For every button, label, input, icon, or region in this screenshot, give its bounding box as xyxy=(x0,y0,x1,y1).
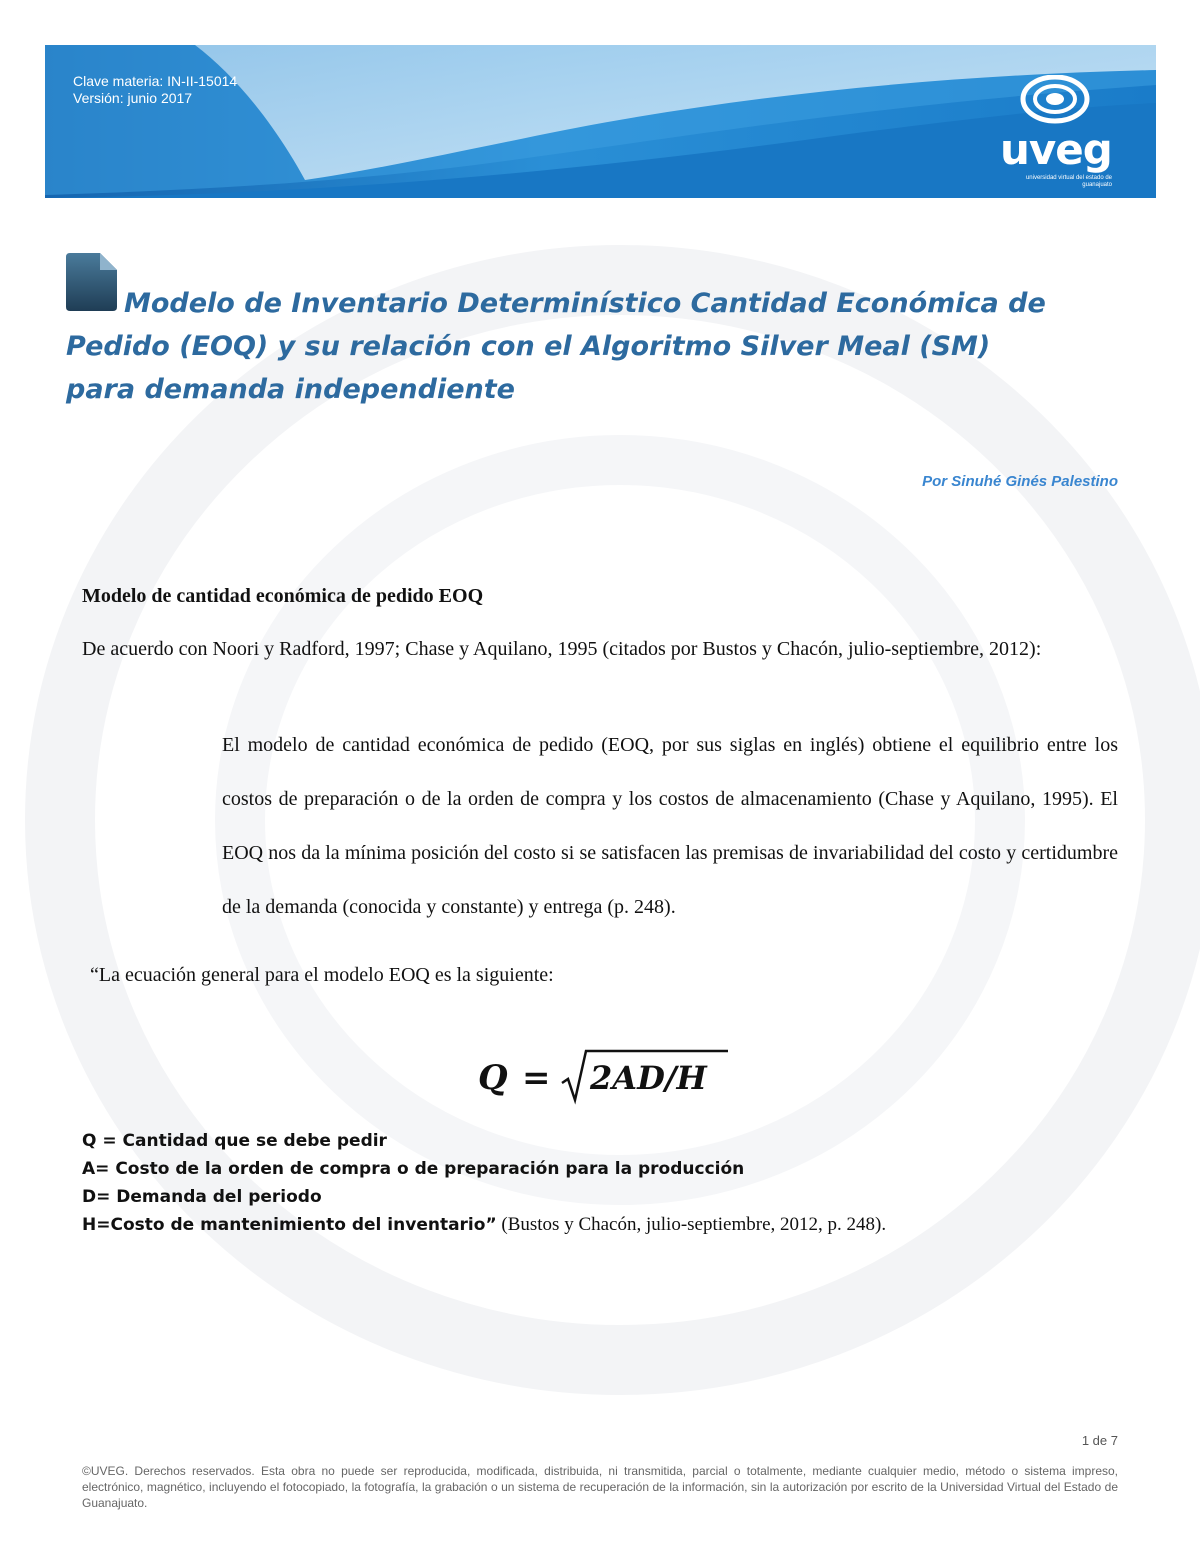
intro-paragraph: De acuerdo con Noori y Radford, 1997; Chase y Aquilano, 1995 (citados por Bustos y Chacón, julio-septiembre, 2012): xyxy=(82,638,1042,660)
citation: (Bustos y Chacón, julio-septiembre, 2012, p. 248). xyxy=(496,1214,887,1235)
banner-background xyxy=(45,45,1156,198)
definition-a xyxy=(82,1155,1122,1183)
section-heading: Modelo de cantidad económica de pedido EOQ xyxy=(82,585,484,607)
author-byline: Por Sinuhé Ginés Palestino xyxy=(922,473,1118,490)
block-quote: El modelo de cantidad económica de pedido (EOQ, por sus siglas en inglés) obtiene el equilibrio entre los costos de preparación o de la orden de compra y los costos de almacenamiento (Chase y Aquilano, 1995). El EOQ nos da la mínima posición del costo si se satisfacen las premisas de invariabilidad del costo y certidumbre de la demanda (conocida y constante) y entrega (p. 248). xyxy=(222,734,1118,918)
formula-equals: = xyxy=(522,1058,551,1098)
copyright-notice: ©UVEG. Derechos reservados. Esta obra no puede ser reproducida, modificada, distribuida, ni transmitida, parcial o totalmente, mediante cualquier medio, método o sistema impreso, electrónico, magnético, incluyendo el fotocopiado, la fotografía, la grabación o un sistema de recuperación de la información, sin la autorización por escrito de la Universidad Virtual del Estado de Guanajuato. xyxy=(82,1464,1118,1510)
page-number: 1 de 7 xyxy=(1081,1433,1118,1448)
document-title: Modelo de Inventario Determinístico Cantidad Económica de Pedido (EOQ) y su relación con el Algoritmo Silver Meal (SM) para demanda independiente xyxy=(66,288,1046,405)
definition-h xyxy=(82,1211,1122,1239)
logo-subtext: universidad virtual del estado de guanajuato xyxy=(1025,175,1112,188)
definition-text: A= Costo de la orden de compra o de preparación para la producción xyxy=(82,1159,745,1179)
definition-d xyxy=(82,1183,1122,1211)
definition-text: Q = Cantidad que se debe pedir xyxy=(82,1131,387,1151)
closing-quote: ” xyxy=(485,1215,497,1235)
equation-intro: “La ecuación general para el modelo EOQ es la siguiente: xyxy=(90,964,554,986)
course-version: Versión: junio 2017 xyxy=(73,90,193,106)
definition-q xyxy=(82,1127,1122,1155)
formula-lhs: Q xyxy=(478,1058,508,1098)
header-banner xyxy=(45,45,1156,198)
formula-graphic xyxy=(478,1045,738,1105)
course-info xyxy=(73,73,237,107)
uveg-logo xyxy=(1000,75,1112,188)
definition-text: H=Costo de mantenimiento del inventario xyxy=(82,1215,486,1235)
course-code: Clave materia: IN-II-15014 xyxy=(73,73,238,89)
formula-radicand: 2AD/H xyxy=(590,1059,707,1097)
definition-text: D= Demanda del periodo xyxy=(82,1187,322,1207)
eoq-formula xyxy=(478,1045,738,1105)
logo-wordmark: uveg xyxy=(1000,125,1112,174)
variable-definitions xyxy=(82,1127,1122,1239)
